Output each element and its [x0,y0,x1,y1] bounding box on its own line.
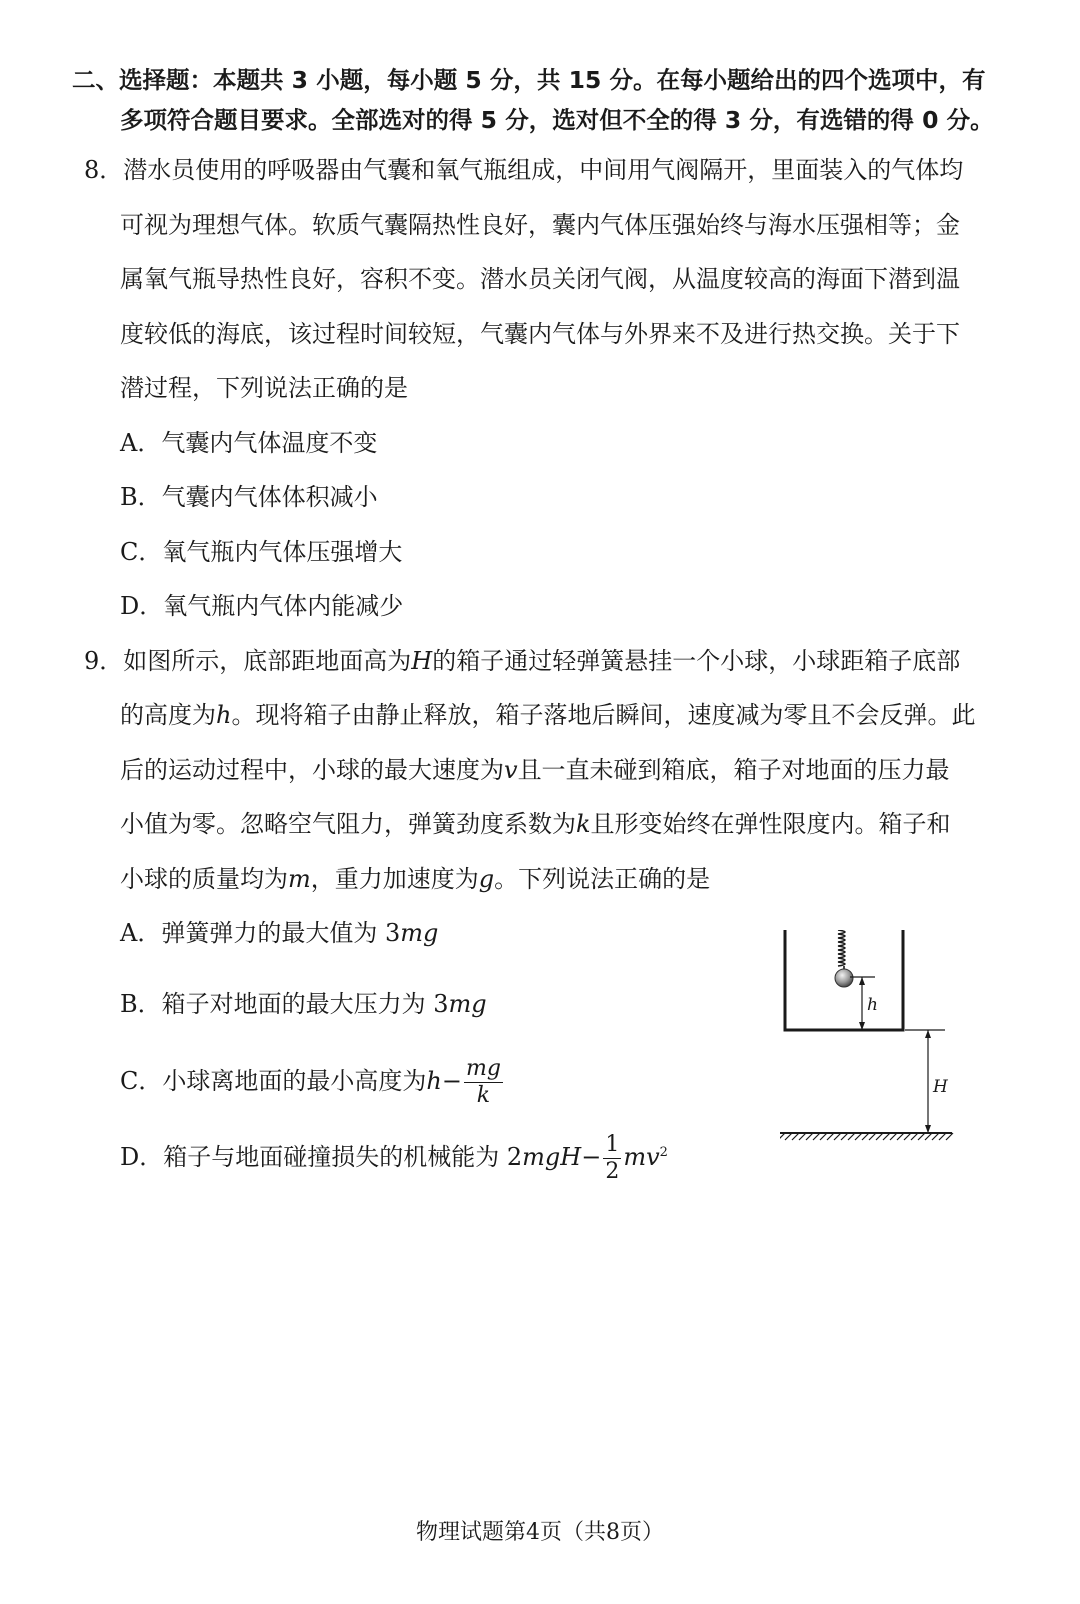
exponent: 2 [659,1145,668,1160]
option-label: C． [120,1067,163,1095]
hatch-stroke [799,1133,806,1140]
fraction-numerator: 1 [605,1132,620,1157]
var-g: g [478,865,495,893]
q8-stem-line-2: 可视为理想气体。软质气囊隔热性良好，囊内气体压强始终与海水压强相等；金 [120,211,960,239]
q9-text: 如图所示，底部距地面高为 [123,647,412,675]
option-label: B． [120,990,162,1018]
q9-number: 9． [84,647,124,675]
q8-option-d [120,590,403,622]
hatch-stroke [827,1133,834,1140]
q9-text: 。下列说法正确的是 [494,865,711,893]
fraction [603,1132,621,1185]
option-text: 气囊内气体体积减小 [161,483,378,511]
option-text: 氧气瓶内气体压强增大 [162,538,403,566]
q9-stem-line-5 [120,863,710,895]
q8-text: 潜水员使用的呼吸器由气囊和氧气瓶组成，中间用气阀隔开，里面装入的气体均 [123,156,964,184]
hatch-stroke [876,1133,883,1140]
q8-stem-line-4: 度较低的海底，该过程时间较短，气囊内气体与外界来不及进行热交换。关于下 [120,320,960,348]
q9-stem-line-3 [120,754,950,786]
minus-sign: − [441,1067,462,1095]
option-label: D． [120,1143,164,1171]
hatch-stroke [939,1133,946,1140]
fraction-denominator: 2 [605,1159,620,1184]
spring-box-figure [780,930,970,1150]
option-label: A． [120,429,162,457]
hatch-stroke [869,1133,876,1140]
hatch-stroke [785,1133,792,1140]
hatch-stroke [813,1133,820,1140]
q8-stem-line-5: 潜过程，下列说法正确的是 [120,374,408,402]
option-expr: mgH [522,1143,582,1171]
hatch-stroke [848,1133,855,1140]
hatch-stroke [946,1133,953,1140]
hatch-stroke [918,1133,925,1140]
q9-stem-line-4 [120,808,951,840]
h-arrow-up [859,977,865,985]
q9-text: 后的运动过程中，小球的最大速度为 [120,756,504,784]
q9-text: 。现将箱子由静止释放，箱子落地后瞬间，速度减为零且不会反弹。此 [231,701,976,729]
q9-option-a [120,917,438,949]
q8-option-a [120,427,377,459]
var-m: m [288,865,311,893]
hatch-stroke [834,1133,841,1140]
option-var-h: h [426,1067,442,1095]
q9-option-b [120,988,487,1020]
option-text: 弹簧弹力的最大值为 3 [161,919,401,947]
label-h: h [867,995,878,1015]
q8-option-b [120,481,378,513]
fraction-denominator: k [476,1083,491,1108]
H-arrow-down [925,1125,931,1133]
ground-hatching [780,1133,953,1140]
option-text: 氧气瓶内气体内能减少 [163,592,404,620]
hatch-stroke [841,1133,848,1140]
section-heading-line-2: 多项符合题目要求。全部选对的得 5 分，选对但不全的得 3 分，有选错的得 0 分。 [120,106,994,134]
q8-stem-line-3: 属氧气瓶导热性良好，容积不变。潜水员关闭气阀，从温度较高的海面下潜到温 [120,265,960,293]
spring-icon [838,930,845,972]
q8-stem-line-1 [84,154,963,186]
label-H: H [933,1077,948,1097]
hatch-stroke [820,1133,827,1140]
q9-text: 且形变始终在弹性限度内。箱子和 [590,810,951,838]
option-expr: mg [448,990,487,1018]
ball-icon [835,969,853,987]
fraction [464,1056,503,1109]
hatch-stroke [897,1133,904,1140]
option-text: 箱子与地面碰撞损失的机械能为 2 [163,1143,523,1171]
hatch-stroke [862,1133,869,1140]
hatch-stroke [925,1133,932,1140]
q9-stem-line-2 [120,699,975,731]
q9-stem-line-1 [84,645,960,677]
section-heading-line-1: 二、选择题：本题共 3 小题，每小题 5 分，共 15 分。在每小题给出的四个选项中，有 [72,66,986,94]
option-label: B． [120,483,162,511]
q9-text: 且一直未碰到箱底，箱子对地面的压力最 [517,756,950,784]
option-text: 箱子对地面的最大压力为 3 [161,990,449,1018]
option-tail: mv [623,1143,660,1171]
q9-text: 的箱子通过轻弹簧悬挂一个小球，小球距箱子底部 [432,647,961,675]
hatch-stroke [932,1133,939,1140]
hatch-stroke [883,1133,890,1140]
option-label: D． [120,592,164,620]
q8-number: 8． [84,156,124,184]
option-expr: mg [400,919,439,947]
q9-option-d [120,1132,668,1185]
q9-text: 小球的质量均为 [120,865,288,893]
hatch-stroke [792,1133,799,1140]
fraction-numerator: mg [465,1056,501,1081]
hatch-stroke [806,1133,813,1140]
q9-text: 的高度为 [120,701,216,729]
var-H: H [411,647,433,675]
q9-text: 小值为零。忽略空气阻力，弹簧劲度系数为 [120,810,576,838]
page-footer: 物理试题第4页（共8页） [416,1520,664,1545]
q9-option-c [120,1056,505,1109]
q8-option-c [120,536,402,568]
option-text: 气囊内气体温度不变 [161,429,378,457]
hatch-stroke [780,1133,785,1140]
var-k: k [576,810,591,838]
hatch-stroke [890,1133,897,1140]
var-v: v [504,756,518,784]
q9-text: ，重力加速度为 [310,865,479,893]
minus-sign: − [581,1143,602,1171]
hatch-stroke [904,1133,911,1140]
var-h: h [216,701,232,729]
hatch-stroke [855,1133,862,1140]
option-label: C． [120,538,163,566]
H-arrow-up [925,1030,931,1038]
option-text: 小球离地面的最小高度为 [162,1067,427,1095]
option-label: A． [120,919,162,947]
hatch-stroke [911,1133,918,1140]
